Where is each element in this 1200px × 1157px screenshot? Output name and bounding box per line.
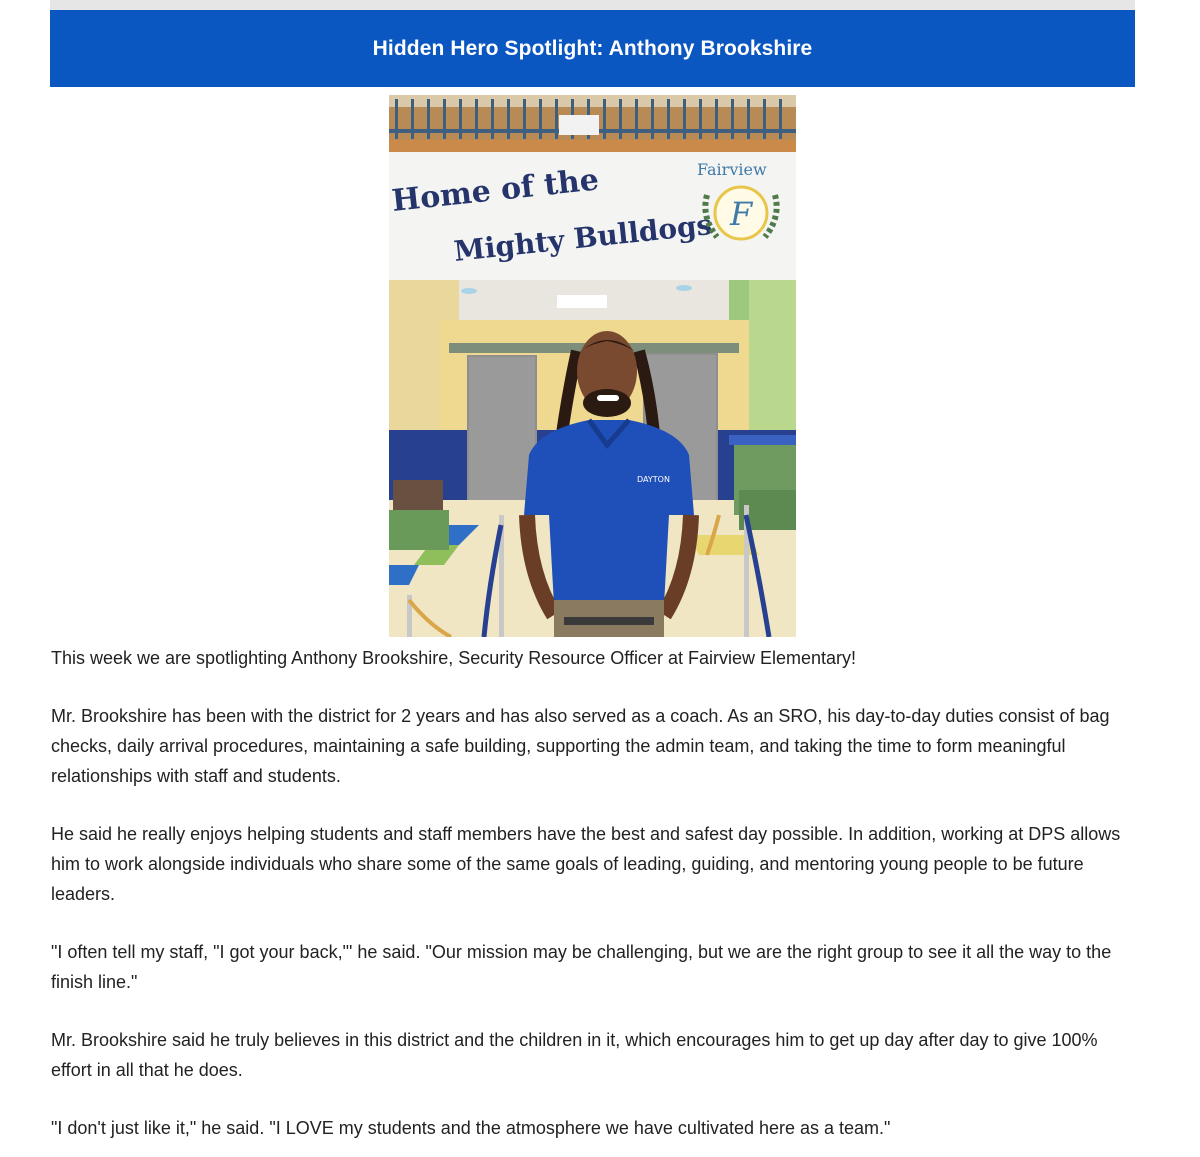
banner-title: Hidden Hero Spotlight: Anthony Brookshire — [372, 36, 813, 60]
top-divider — [50, 0, 1135, 10]
sign-line-1: Home of the — [390, 162, 601, 219]
spotlight-banner — [50, 10, 1135, 87]
sign-line-2: Mighty Bulldogs — [452, 208, 714, 268]
logo-text: Fairview — [697, 160, 767, 179]
logo-letter: F — [730, 195, 753, 233]
article-body — [51, 643, 1141, 1157]
shirt-logo: DAYTON — [637, 475, 670, 484]
paragraph-believes: Mr. Brookshire said he truly believes in this district and the children in it, which encourages him to get up day after day to give 100% effort in all that he does. — [51, 1030, 1098, 1080]
paragraph-quote-love: "I don't just like it," he said. "I LOVE my students and the atmosphere we have cultivated here as a team." — [51, 1118, 891, 1138]
paragraph-intro: This week we are spotlighting Anthony Brookshire, Security Resource Officer at Fairview Elementary! — [51, 648, 857, 668]
paragraph-enjoys: He said he really enjoys helping students and staff members have the best and safest day possible. In addition, working at DPS allows him to work alongside individuals who share some of the same goals of leading, guiding, and mentoring young people to be future leaders. — [51, 824, 1121, 904]
spotlight-photo — [389, 95, 796, 637]
paragraph-quote-staff: "I often tell my staff, "I got your back,"' he said. "Our mission may be challenging, but we are the right group to see it all the way to the finish line." — [51, 942, 1112, 992]
paragraph-duties: Mr. Brookshire has been with the district for 2 years and has also served as a coach. As an SRO, his day-to-day duties consist of bag checks, daily arrival procedures, maintaining a safe building, supporting the admin team, and taking the time to form meaningful relationships with staff and students. — [51, 706, 1110, 786]
